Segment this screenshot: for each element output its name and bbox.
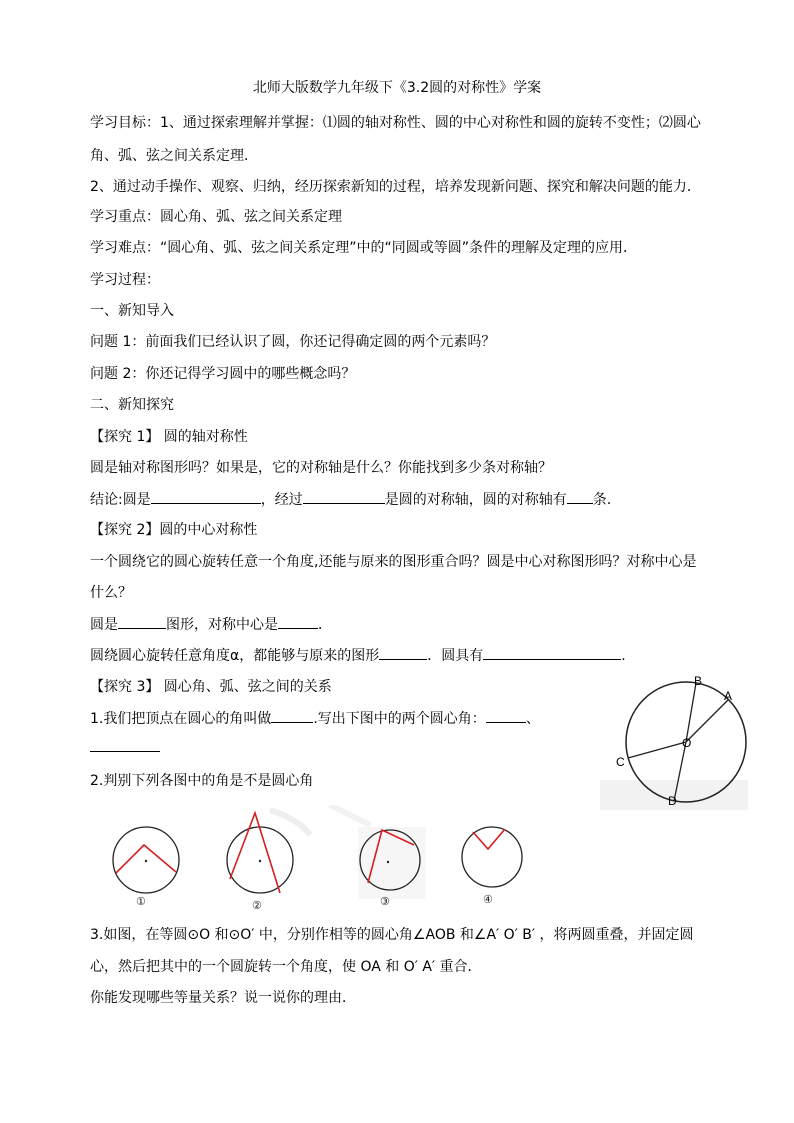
blank-field[interactable]: [278, 614, 318, 629]
item-1-text-a: 1.我们把顶点在圆心的角叫做: [90, 711, 272, 727]
answer-text-b: 图形，对称中心是: [166, 617, 278, 633]
figure-1-center: [145, 860, 147, 862]
answer-text-c: ．: [318, 617, 332, 633]
caption-3: ③: [380, 895, 390, 908]
item-1-blank-line: [90, 737, 160, 758]
figure-3: [358, 827, 426, 908]
explore-1-question: 圆是轴对称图形吗？如果是，它的对称轴是什么？你能找到多少条对称轴？: [90, 460, 552, 476]
item-1-text-b: .写出下图中的两个圆心角：: [313, 711, 486, 727]
blank-field[interactable]: [90, 737, 160, 752]
figure-2: [227, 813, 293, 912]
explore-1-conclusion: [90, 489, 611, 510]
figure-4-angle: [473, 829, 505, 849]
item-3-line-3: 你能发现哪些等量关系？说一说你的理由．: [90, 990, 356, 1006]
answer-text-d: 圆绕圆心旋转任意角度α，都能够与原来的图形: [90, 648, 380, 664]
conclusion-text-d: 条.: [592, 492, 612, 508]
section-2-heading: 二、新知探究: [90, 397, 174, 413]
figure-2-angle: [230, 813, 280, 893]
answer-text-f: .: [621, 648, 626, 664]
question-1: 问题 1：前面我们已经认识了圆，你还记得确定圆的两个元素吗？: [90, 334, 496, 350]
answer-text-e: ．圆具有: [427, 648, 484, 664]
conclusion-text-a: 结论:圆是: [90, 492, 151, 508]
blank-field[interactable]: [567, 489, 593, 504]
figure-1-angle: [116, 845, 176, 873]
figure-1: [113, 827, 179, 908]
difficulty: 学习难点：“圆心角、弧、弦之间关系定理”中的“同圆或等圆”条件的理解及定理的应用．: [90, 240, 638, 256]
explore-2-answer-b: [90, 645, 626, 666]
explore-2-title: 【探究 2】圆的中心对称性: [90, 522, 258, 538]
figure-4-circle: [462, 827, 522, 887]
radius-oc: [628, 742, 686, 758]
figure-2-center: [259, 860, 261, 862]
blank-field[interactable]: [486, 708, 526, 723]
objectives-line-2: 角、弧、弦之间关系定理．: [90, 148, 258, 164]
section-1-heading: 一、新知导入: [90, 303, 174, 319]
caption-1: ①: [136, 895, 146, 908]
explore-1-title: 【探究 1】 圆的轴对称性: [90, 429, 248, 445]
conclusion-text-c: 是圆的对称轴，圆的对称轴有: [384, 492, 567, 508]
item-1: [90, 708, 540, 729]
blank-field[interactable]: [483, 645, 621, 660]
item-2: 2.判别下列各图中的角是不是圆心角: [90, 773, 314, 789]
blank-field[interactable]: [379, 645, 427, 660]
label-d: D: [668, 794, 677, 808]
explore-3-title: 【探究 3】 圆心角、弧、弦之间的关系: [90, 679, 332, 695]
blank-field[interactable]: [118, 614, 166, 629]
figure-3-center: [387, 861, 389, 863]
caption-4: ④: [483, 893, 493, 906]
label-b: B: [694, 674, 703, 688]
judgement-figures: [100, 805, 540, 915]
blank-field[interactable]: [303, 489, 385, 504]
figure-4: [462, 827, 522, 906]
explore-2-question-line-1: 一个圆绕它的圆心旋转任意一个角度,还能与原来的图形重合吗？圆是中心对称图形吗？对称中心是: [90, 554, 697, 570]
process-heading: 学习过程：: [90, 272, 160, 288]
key-point: 学习重点：圆心角、弧、弦之间关系定理: [90, 209, 342, 225]
page-title: 北师大版数学九年级下《3.2圆的对称性》学案: [252, 80, 542, 96]
blank-field[interactable]: [271, 708, 313, 723]
item-3-line-1: 3.如图，在等圆⊙O 和⊙O′ 中，分别作相等的圆心角∠AOB 和∠A′ O′ B′ ，将两圆重叠，并固定圆: [90, 927, 694, 943]
central-angle-figure: [600, 672, 750, 812]
answer-text-a: 圆是: [90, 617, 118, 633]
question-2: 问题 2：你还记得学习圆中的哪些概念吗？: [90, 366, 356, 382]
scan-mark: [330, 805, 370, 825]
label-a: A: [724, 689, 733, 703]
item-1-text-c: 、: [525, 711, 540, 727]
caption-2: ②: [252, 899, 262, 912]
explore-2-answer-a: [90, 614, 332, 635]
item-3-line-2: 心，然后把其中的一个圆旋转一个角度，使 OA 和 O′ A′ 重合．: [90, 959, 482, 975]
label-o: O: [682, 736, 692, 750]
conclusion-text-b: ，经过: [260, 492, 303, 508]
objectives-line-1: 学习目标：1、通过探索理解并掌握：⑴圆的轴对称性、圆的中心对称性和圆的旋转不变性；⑵圆心: [90, 115, 701, 131]
label-c: C: [616, 755, 625, 769]
explore-2-question-line-2: 什么？: [90, 585, 132, 601]
blank-field[interactable]: [151, 489, 261, 504]
objectives-line-3: 2、通过动手操作、观察、归纳，经历探索新知的过程，培养发现新问题、探究和解决问题的能力．: [90, 179, 701, 195]
figure-3-backdrop: [358, 827, 426, 899]
